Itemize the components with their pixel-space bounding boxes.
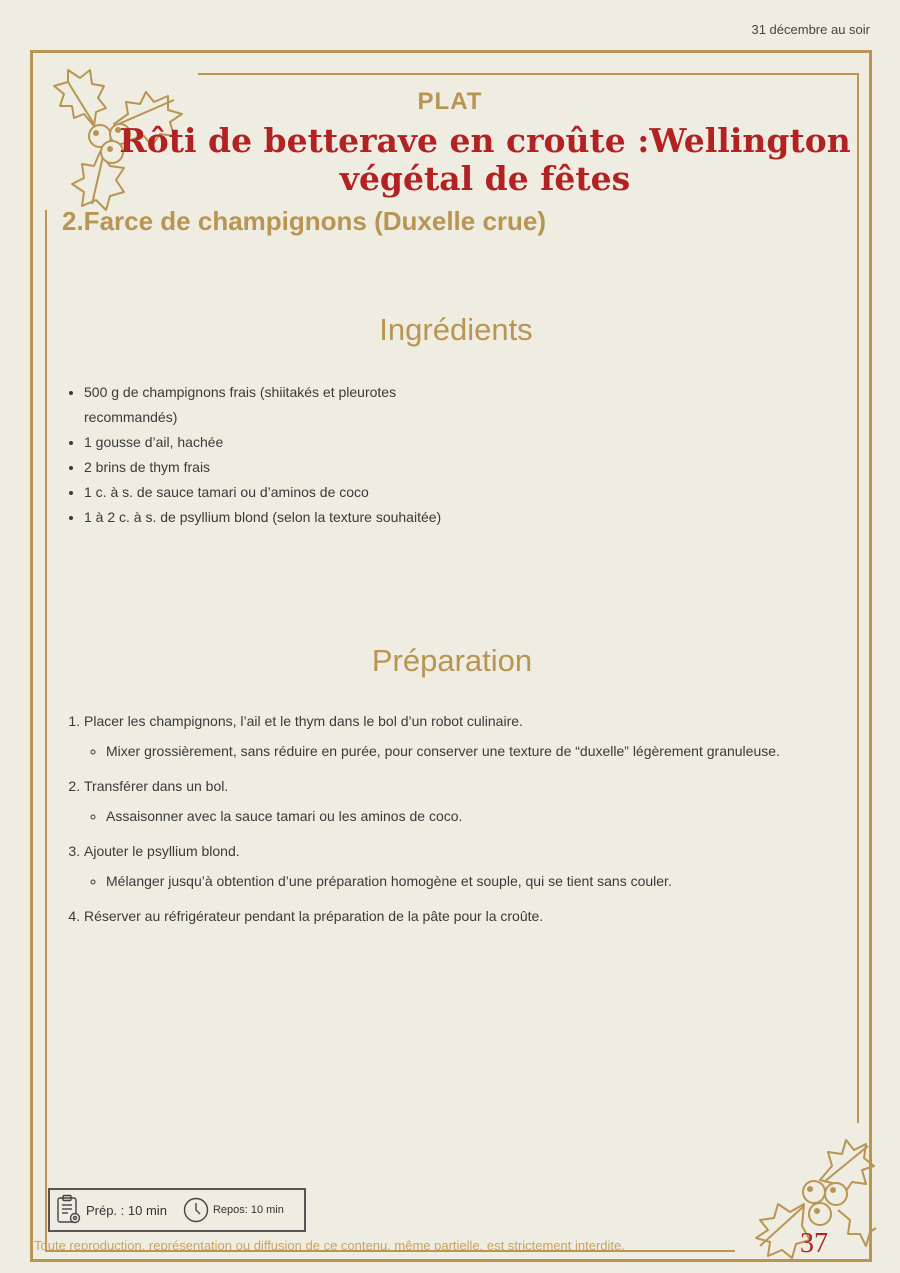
list-item: • 1 gousse d’ail, hachée bbox=[84, 430, 444, 455]
recipe-category: PLAT bbox=[417, 88, 483, 115]
clipboard-gear-icon bbox=[56, 1194, 82, 1226]
step-text: Réserver au réfrigérateur pendant la préparation de la pâte pour la croûte. bbox=[84, 908, 544, 924]
step-text: Ajouter le psyllium blond. bbox=[84, 843, 240, 859]
copyright-notice: Toute reproduction, représentation ou diffusion de ce contenu, même partielle, est strictement interdite. bbox=[34, 1238, 625, 1253]
step-item bbox=[84, 776, 864, 826]
step-subitem: ◦ Mélanger jusqu’à obtention d’une préparation homogène et souple, qui se tient sans couler. bbox=[106, 871, 864, 891]
step-item bbox=[84, 711, 864, 761]
ingredients-heading: Ingrédients bbox=[379, 312, 533, 347]
step-item bbox=[84, 841, 864, 891]
step-item bbox=[84, 906, 864, 926]
time-info-box bbox=[48, 1188, 306, 1232]
clock-icon bbox=[183, 1197, 209, 1223]
holly-icon bbox=[720, 1100, 878, 1260]
ingredients-list bbox=[66, 380, 444, 530]
step-text: Placer les champignons, l’ail et le thym dans le bol d’un robot culinaire. bbox=[84, 713, 523, 729]
step-text: Transférer dans un bol. bbox=[84, 778, 229, 794]
page-number: 37 bbox=[800, 1228, 828, 1259]
rest-time: Repos: 10 min bbox=[212, 1204, 284, 1216]
list-item: • 2 brins de thym frais bbox=[84, 455, 444, 480]
list-item: • 1 c. à s. de sauce tamari ou d’aminos de coco bbox=[84, 480, 444, 505]
preparation-heading: Préparation bbox=[371, 643, 533, 678]
inner-frame-right bbox=[857, 73, 859, 1123]
step-subitem: ◦ Mixer grossièrement, sans réduire en purée, pour conserver une texture de “duxelle” légèrement granuleuse. bbox=[106, 741, 864, 761]
prep-time: Prép. : 10 min bbox=[86, 1202, 167, 1218]
inner-frame-left bbox=[45, 210, 47, 1252]
recipe-subtitle: 2.Farce de champignons (Duxelle crue) bbox=[62, 206, 547, 236]
list-item: • 500 g de champignons frais (shiitakés et pleurotes recommandés) bbox=[84, 380, 444, 430]
page-header-date: 31 décembre au soir bbox=[751, 22, 870, 37]
step-subitem: ◦ Assaisonner avec la sauce tamari ou les aminos de coco. bbox=[106, 806, 864, 826]
recipe-title: Rôti de betterave en croûte :Wellington végétal de fêtes bbox=[119, 121, 851, 198]
inner-frame-top bbox=[198, 73, 859, 75]
list-item: • 1 à 2 c. à s. de psyllium blond (selon la texture souhaitée) bbox=[84, 505, 444, 530]
preparation-steps bbox=[66, 711, 864, 941]
